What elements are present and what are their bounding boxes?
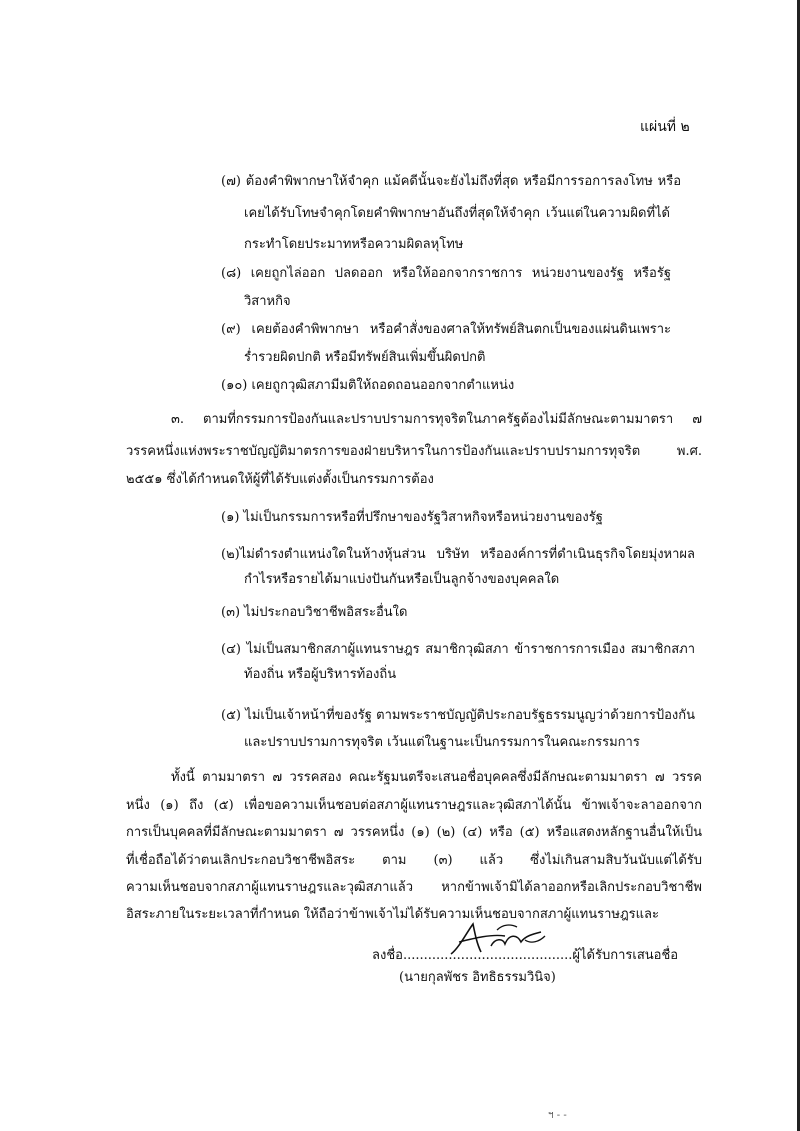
closing-line-6: อิสระภายในระยะเวลาที่กำหนด ให้ถือว่าข้าพเจ้าไม่ได้รับความเห็นชอบจากสภาผู้แทนราษฎรและ [126,907,659,922]
closing-line-4: ที่เชื่อถือได้ว่าตนเลิกประกอบวิชาชีพอิสระ ตาม (๓) แล้ว ซึ่งไม่เกินสามสิบวันนับแต่ได้รับ [126,853,702,868]
signature-dots: ......................................... [402,948,573,963]
section-3-line-2: วรรคหนึ่งแห่งพระราชบัญญัติมาตรการของฝ่ายบริหารในการป้องกันและปราบปรามการทุจริต พ.ศ. [126,444,702,459]
item-8-line-1: (๘) เคยถูกไล่ออก ปลดออก หรือให้ออกจากราชการ หน่วยงานของรัฐ หรือรัฐ [221,266,671,281]
closing-line-5: ความเห็นชอบจากสภาผู้แทนราษฎรและวุฒิสภาแล้ว หากข้าพเจ้ามิได้ลาออกหรือเลิกประกอบวิชาชีพ [126,880,702,895]
section-3-line-1: ๓. ตามที่กรรมการป้องกันและปราบปรามการทุจริตในภาครัฐต้องไม่มีลักษณะตามมาตรา ๗ [171,412,702,427]
item-7-line-1: (๗) ต้องคำพิพากษาให้จำคุก แม้คดีนั้นจะยังไม่ถึงที่สุด หรือมีการรอการลงโทษ หรือ [221,174,681,189]
footer-mark: ฯ - - [548,1110,567,1121]
item-10-line-1: (๑๐) เคยถูกวุฒิสภามีมติให้ถอดถอนออกจากตำแหน่ง [221,378,515,393]
qualification-1: (๑) ไม่เป็นกรรมการหรือที่ปรึกษาของรัฐวิสาหกิจหรือหน่วยงานของรัฐ [221,510,603,525]
page-number: แผ่นที่ ๒ [640,119,690,135]
item-7-line-2: เคยได้รับโทษจำคุกโดยคำพิพากษาอันถึงที่สุดให้จำคุก เว้นแต่ในความผิดที่ได้ [244,206,670,221]
nominee-label: ผู้ได้รับการเสนอชื่อ [572,948,679,963]
closing-line-3: การเป็นบุคคลที่มีลักษณะตามมาตรา ๗ วรรคหนึ่ง (๑) (๒) (๔) หรือ (๕) หรือแสดงหลักฐานอื่นให้เป็น [126,825,702,840]
signer-name: (นายกุลพัชร อิทธิธรรมวินิจ) [399,970,556,985]
qualification-2-line-2: กำไรหรือรายได้มาแบ่งปันกันหรือเป็นลูกจ้างของบุคคลใด [244,572,560,587]
section-3-line-3: ๒๕๕๑ ซึ่งได้กำหนดให้ผู้ที่ได้รับแต่งตั้งเป็นกรรมการต้อง [126,472,434,487]
qualification-5-line-1: (๕) ไม่เป็นเจ้าหน้าที่ของรัฐ ตามพระราชบัญญัติประกอบรัฐธรรมนูญว่าด้วยการป้องกัน [221,708,695,723]
item-7-line-3: กระทำโดยประมาทหรือความผิดลหุโทษ [244,237,464,252]
sign-label: ลงชื่อ [372,948,403,963]
qualification-5-line-2: และปราบปรามการทุจริต เว้นแต่ในฐานะเป็นกรรมการในคณะกรรมการ [244,735,640,750]
signature-line [372,944,678,965]
closing-line-2: หนึ่ง (๑) ถึง (๕) เพื่อขอความเห็นชอบต่อสภาผู้แทนราษฎรและวุฒิสภาได้นั้น ข้าพเจ้าจะลาออกจาก [126,798,702,813]
qualification-4-line-1: (๔) ไม่เป็นสมาชิกสภาผู้แทนราษฎร สมาชิกวุฒิสภา ข้าราชการการเมือง สมาชิกสภา [221,642,695,657]
item-8-line-2: วิสาหกิจ [244,294,291,309]
qualification-4-line-2: ท้องถิ่น หรือผู้บริหารท้องถิ่น [244,667,397,682]
item-9-line-2: ร่ำรวยผิดปกติ หรือมีทรัพย์สินเพิ่มขึ้นผิดปกติ [244,350,486,365]
qualification-3: (๓) ไม่ประกอบวิชาชีพอิสระอื่นใด [221,605,408,620]
qualification-2-line-1: (๒)ไม่ดำรงตำแหน่งใดในห้างหุ้นส่วน บริษัท หรือองค์การที่ดำเนินธุรกิจโดยมุ่งหาผล [221,547,695,562]
item-9-line-1: (๙) เคยต้องคำพิพากษา หรือคำสั่งของศาลให้ทรัพย์สินตกเป็นของแผ่นดินเพราะ [221,322,671,337]
closing-line-1: ทั้งนี้ ตามมาตรา ๗ วรรคสอง คณะรัฐมนตรีจะเสนอชื่อบุคคลซึ่งมีลักษณะตามมาตรา ๗ วรรค [171,770,702,785]
